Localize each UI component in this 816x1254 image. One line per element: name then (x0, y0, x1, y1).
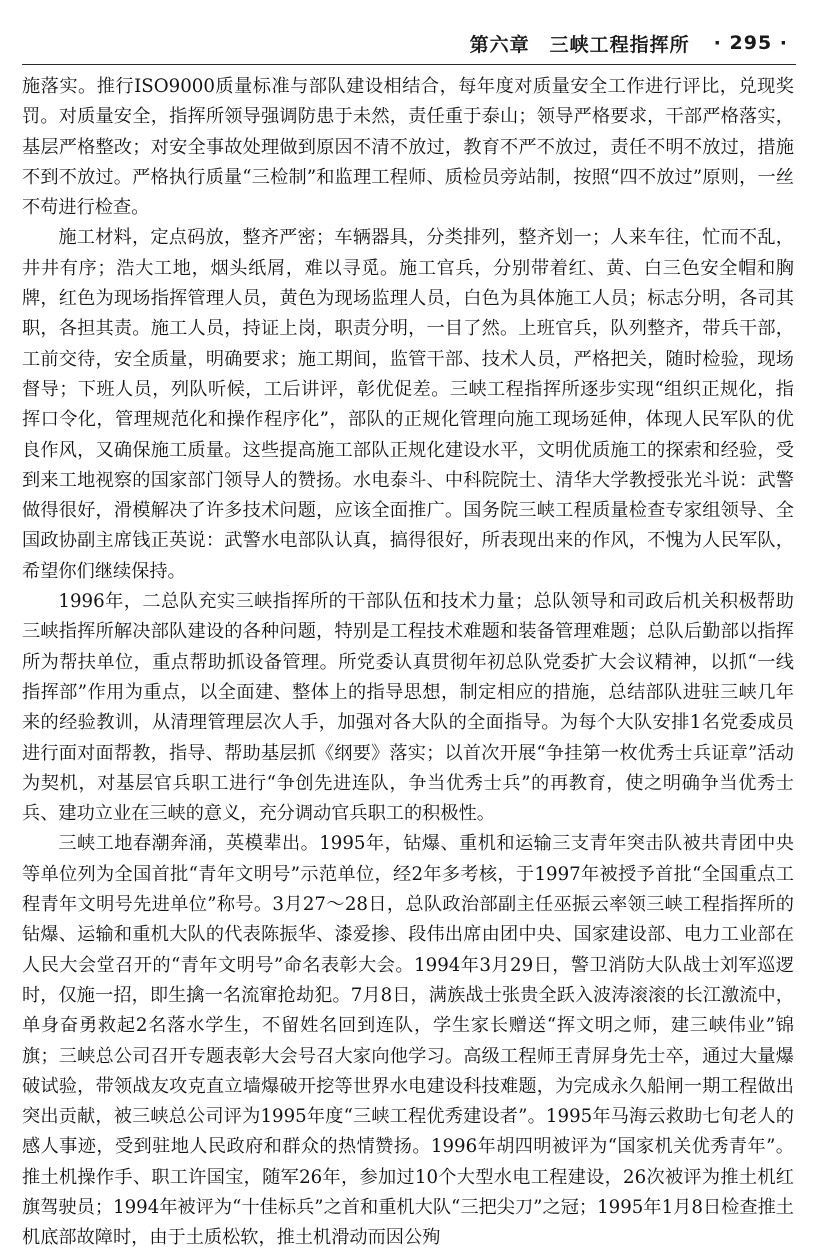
paragraph-2: 施工材料，定点码放，整齐严密；车辆器具，分类排列，整齐划一；人来车往，忙而不乱，井井有序；浩大工地，烟头纸屑，难以寻觅。施工官兵，分别带着红、黄、白三色安全帽和胸牌，红色为现场指挥管理人员，黄色为现场监理人员，白色为具体施工人员；标志分明，各司其职，各担其责。施工人员，持证上岗，职责分明，一目了然。上班官兵，队列整齐，带兵干部，工前交待，安全质量，明确要求；施工期间，监管干部、技术人员，严格把关，随时检验，现场督导；下班人员，列队听候，工后讲评，彰优促差。三峡工程指挥所逐步实现“组织正规化，指挥口令化，管理规范化和操作程序化”，部队的正规化管理向施工现场延伸，体现人民军队的优良作风，又确保施工质量。这些提高施工部队正规化建设水平，文明优质施工的探索和经验，受到来工地视察的国家部门领导人的赞扬。水电泰斗、中科院院士、清华大学教授张光斗说：武警做得很好，滑模解决了许多技术问题，应该全面推广。国务院三峡工程质量检查专家组领导、全国政协副主席钱正英说：武警水电部队认真，搞得很好，所表现出来的作风，不愧为人民军队，希望你们继续保持。 (22, 227, 794, 582)
paragraph-4: 三峡工地春潮奔涌，英模辈出。1995年，钻爆、重机和运输三支青年突击队被共青团中央等单位列为全国首批“青年文明号”示范单位，经2年多考核，于1997年被授予首批“全国重点工程青年文明号先进单位”称号。3月27～28日，总队政治部副主任巫振云率领三峡工程指挥所的钻爆、运输和重机大队的代表陈振华、漆爱掺、段伟出席由团中央、国家建设部、电力工业部在人民大会堂召开的“青年文明号”命名表彰大会。1994年3月29日，警卫消防大队战士刘军巡逻时，仅施一招，即生擒一名流窜抢劫犯。7月8日，满族战士张贵全跃入波涛滚滚的长江激流中，单身奋勇救起2名落水学生，不留姓名回到连队，学生家长赠送“挥文明之师，建三峡伟业”锦旗；三峡总公司召开专题表彰大会号召大家向他学习。高级工程师王青屏身先士卒，通过大量爆破试验，带领战友攻克直立墙爆破开挖等世界水电建设科技难题，为完成永久船闸一期工程做出突出贡献，被三峡总公司评为1995年度“三峡工程优秀建设者”。1995年马海云救助七旬老人的感人事迹，受到驻地人民政府和群众的热情赞扬。1996年胡四明被评为“国家机关优秀青年”。推土机操作手、职工许国宝，随军26年，参加过10个大型水电工程建设，26次被评为推土机红旗驾驶员；1994年被评为“十佳标兵”之首和重机大队“三把尖刀”之冠；1995年1月8日检查推土机底部故障时，由于土质松软，推土机滑动而因公殉 (22, 833, 794, 1249)
page-number: · 295 · (713, 32, 788, 54)
paragraph-3: 1996年，二总队充实三峡指挥所的干部队伍和技术力量；总队领导和司政后机关积极帮助三峡指挥所解决部队建设的各种问题，特别是工程技术难题和装备管理难题；总队后勤部以指挥所为帮扶单位，重点帮助抓设备管理。所党委认真贯彻年初总队党委扩大会议精神，以抓“一线指挥部”作用为重点，以全面建、整体上的指导思想，制定相应的措施，总结部队进驻三峡几年来的经验教训，从清理管理层次人手，加强对各大队的全面指导。为每个大队安排1名党委成员进行面对面帮教，指导、帮助基层抓《纲要》落实；以首次开展“争挂第一枚优秀士兵证章”活动为契机，对基层官兵职工进行“争创先进连队，争当优秀士兵”的再教育，使之明确争当优秀士兵、建功立业在三峡的意义，充分调动官兵职工的积极性。 (22, 591, 794, 825)
running-header (22, 22, 796, 65)
chapter-title: 第六章 三峡工程指挥所 (469, 33, 690, 56)
body-text (22, 72, 794, 1254)
paragraph-1: 施落实。推行ISO9000质量标准与部队建设相结合，每年度对质量安全工作进行评比，兑现奖罚。对质量安全，指挥所领导强调防患于未然，责任重于泰山；领导严格要求，干部严格落实，基层严格整改；对安全事故处理做到原因不清不放过，教育不严不放过，责任不明不放过，措施不到不放过。严格执行质量“三检制”和监理工程师、质检员旁站制，按照“四不放过”原则，一丝不苟进行检查。 (22, 76, 794, 219)
